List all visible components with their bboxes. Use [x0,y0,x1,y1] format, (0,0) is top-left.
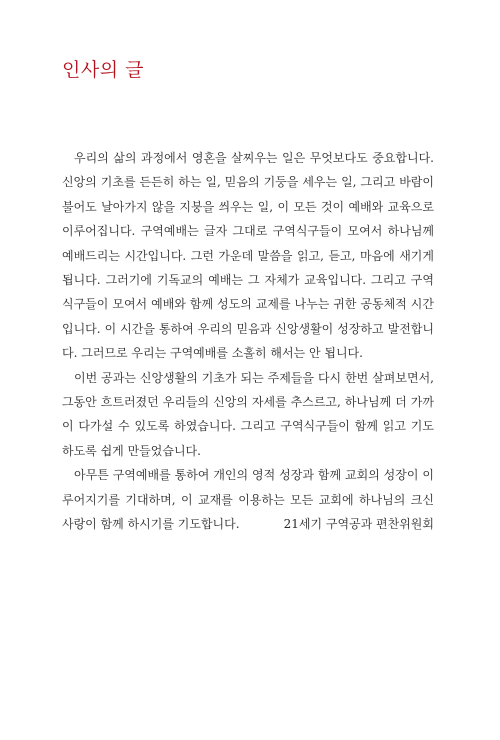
signature: 21세기 구역공과 편찬위원회 [283,517,434,531]
paragraph-2: 이번 공과는 신앙생활의 기초가 되는 주제들을 다시 한번 살펴보면서, 그동안 흐트러졌던 우리들의 신앙의 자세를 추스르고, 하나님께 더 가까이 다가설 수 있도록 하였습니다. 그리고 구역식구들이 함께 읽고 기도하도록 쉽게 만들었습니다. [62,370,434,458]
preface-body [62,146,434,537]
paragraph-3: 아무튼 구역예배를 통하여 개인의 영적 성장과 함께 교회의 성장이 이루어지기를 기대하며, 이 교재를 이용하는 모든 교회에 하나님의 크신 사랑이 함께 하시기를 기도합니다. [62,468,434,532]
paragraph-1: 우리의 삶의 과정에서 영혼을 살찌우는 일은 무엇보다도 중요합니다. 신앙의 기초를 든든히 하는 일, 믿음의 기둥을 세우는 일, 그리고 바람이 불어도 날아가지 않을 지붕을 씌우는 일, 이 모든 것이 예배와 교육으로 이루어집니다. 구역예배는 글자 그대로 구역식구들이 모여서 하나님께 예배드리는 시간입니다. 그런 가운데 말씀을 읽고, 듣고, 마음에 새기게 됩니다. 그러기에 기독교의 예배는 그 자체가 교육입니다. 그리고 구역식구들이 모여서 예배와 함께 성도의 교제를 나누는 귀한 공동체적 시간입니다. 이 시간을 통하여 우리의 믿음과 신앙생활이 성장하고 발전합니다. 그러므로 우리는 구역예배를 소홀히 해서는 안 됩니다. [62,151,434,361]
page-title: 인사의 글 [62,59,144,81]
